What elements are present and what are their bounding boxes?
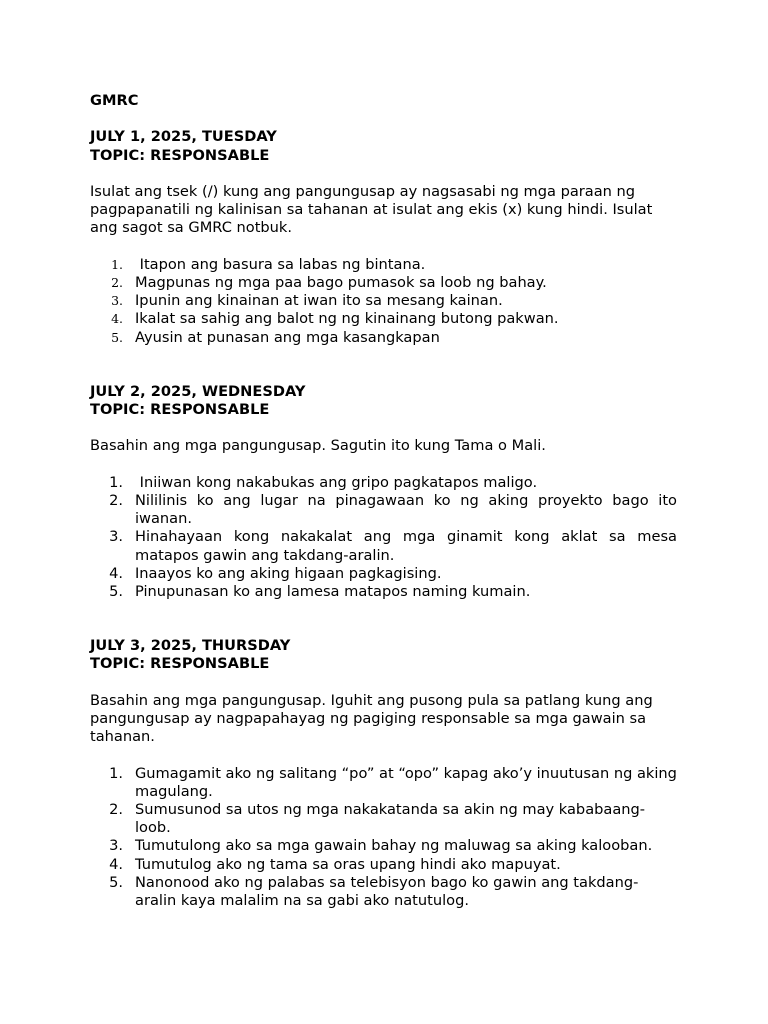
section-july-1	[90, 128, 677, 346]
list-item: 3. Ipunin ang kinainan at iwan ito sa mesang kainan.	[111, 292, 503, 310]
list-item: 4. Tumutulog ako ng tama sa oras upang hindi ako mapuyat.	[109, 855, 561, 873]
section-instruction: Basahin ang mga pangungusap. Iguhit ang pusong pula sa patlang kung ang pangungusap ay nagpapahayag ng pagiging responsable sa mga gawain sa tahanan.	[90, 691, 653, 746]
list-item: 2. Nililinis ko ang lugar na pinagawaan ko ng aking proyekto bago ito iwanan.	[109, 491, 677, 528]
list-item: 1. Itapon ang basura sa labas ng bintana.	[111, 255, 426, 273]
document-title: GMRC	[90, 92, 139, 109]
list-item: 5. Pinupunasan ko ang lamesa matapos naming kumain.	[109, 583, 531, 600]
section-instruction: Isulat ang tsek (/) kung ang pangungusap ay nagsasabi ng mga paraan ng pagpapanatili ng kalinisan sa tahanan at isulat ang ekis (x) kung hindi. Isulat ang sagot sa GMRC notbuk.	[90, 182, 653, 237]
section-topic: TOPIC: RESPONSABLE	[90, 655, 270, 673]
section-instruction: Basahin ang mga pangungusap. Sagutin ito kung Tama o Mali.	[90, 437, 546, 455]
section-july-2	[90, 383, 677, 601]
document-page	[90, 92, 677, 910]
list-item: 5. Nanonood ako ng palabas sa telebisyon bago ko gawin ang takdang-aralin kaya malalim na sa gabi ako natutulog.	[109, 873, 639, 910]
list-item: 1. Gumagamit ako ng salitang “po” at “opo” kapag ako’y inuutusan ng aking magulang.	[109, 764, 677, 800]
item-list	[90, 256, 677, 347]
section-july-3	[90, 637, 677, 910]
section-date: JULY 3, 2025, THURSDAY	[90, 637, 291, 655]
list-item: 3. Tumutulong ako sa mga gawain bahay ng maluwag sa aking kalooban.	[109, 837, 653, 855]
section-date: JULY 1, 2025, TUESDAY	[90, 128, 277, 146]
list-item: 4. Inaayos ko ang aking higaan pagkagising.	[109, 564, 442, 582]
list-item: 4. Ikalat sa sahig ang balot ng ng kinainang butong pakwan.	[111, 310, 559, 328]
list-item: 5. Ayusin at punasan ang mga kasangkapan	[111, 328, 440, 346]
list-item: 1. Iniiwan kong nakabukas ang gripo pagkatapos maligo.	[109, 473, 538, 491]
item-list	[90, 474, 677, 601]
section-topic: TOPIC: RESPONSABLE	[90, 146, 270, 164]
list-item: 2. Sumusunod sa utos ng mga nakakatanda sa akin ng may kababaang-loob.	[109, 801, 646, 837]
section-topic: TOPIC: RESPONSABLE	[90, 401, 270, 418]
item-list	[90, 765, 677, 911]
list-item: 2. Magpunas ng mga paa bago pumasok sa loob ng bahay.	[111, 273, 547, 291]
section-date: JULY 2, 2025, WEDNESDAY	[90, 382, 306, 400]
list-item: 3. Hinahayaan kong nakakalat ang mga ginamit kong aklat sa mesa matapos gawin ang takdang-aralin.	[109, 528, 677, 564]
